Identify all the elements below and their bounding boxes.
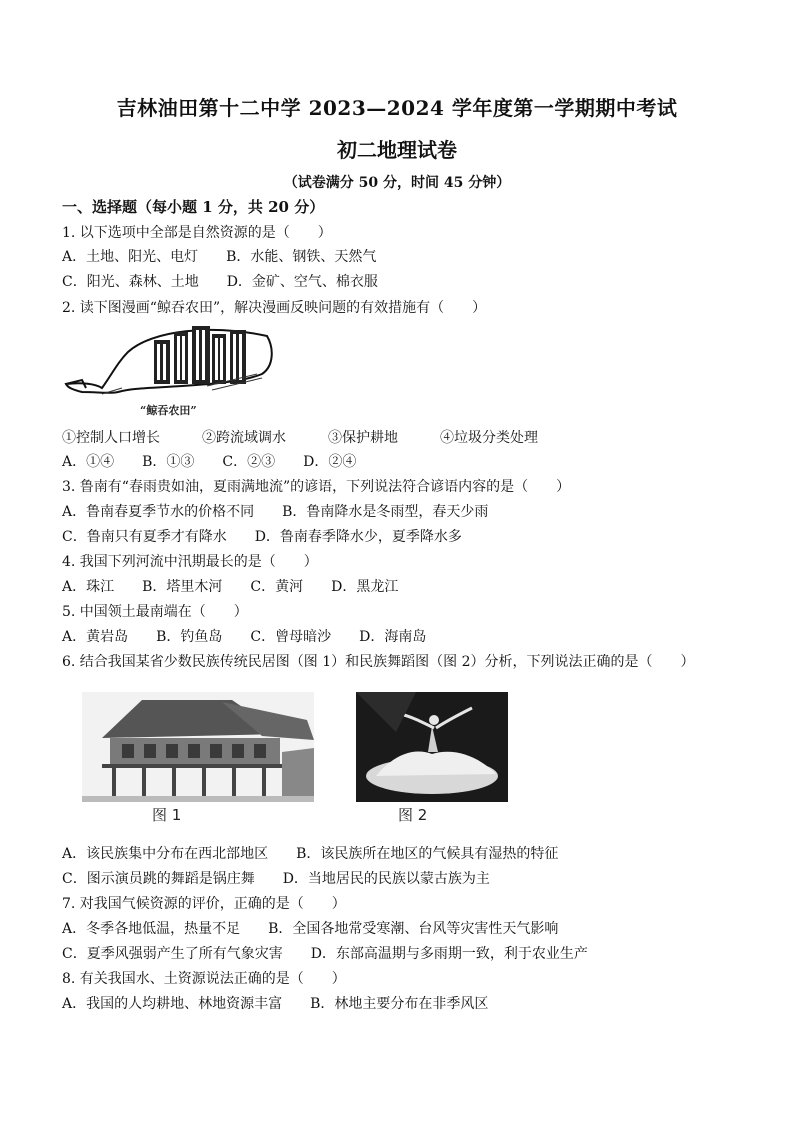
question-6-options-cd: C．图示演员跳的舞蹈是锅庄舞 D．当地居民的民族以蒙古族为主 [62, 871, 490, 887]
question-8: 8. 有关我国水、土资源说法正确的是（ ） [62, 971, 346, 987]
question-7: 7. 对我国气候资源的评价，正确的是（ ） [62, 896, 346, 912]
question-2-options: A．①④ B．①③ C．②③ D．②④ [62, 454, 357, 470]
cartoon-caption: “鲸吞农田” [140, 404, 197, 417]
question-4: 4. 我国下列河流中汛期最长的是（ ） [62, 554, 318, 570]
dancer-image [356, 692, 508, 802]
question-6-options-ab: A．该民族集中分布在西北部地区 B．该民族所在地区的气候具有湿热的特征 [62, 846, 559, 862]
question-1: 1. 以下选项中全部是自然资源的是（ ） [62, 225, 332, 241]
question-3-options-ab: A．鲁南春夏季节水的价格不同 B．鲁南降水是冬雨型，春天少雨 [62, 504, 489, 520]
exam-title: 吉林油田第十二中学 2023—2024 学年度第一学期期中考试 [116, 96, 678, 120]
question-5: 5. 中国领土最南端在（ ） [62, 604, 248, 620]
question-7-options-ab: A．冬季各地低温，热量不足 B．全国各地常受寒潮、台风等灾害性天气影响 [62, 921, 559, 937]
question-6: 6. 结合我国某省少数民族传统民居图（图 1）和民族舞蹈图（图 2）分析，下列说法正确的是（ ） [62, 654, 695, 670]
figure-1-caption: 图 1 [152, 806, 182, 824]
question-3-options-cd: C．鲁南只有夏季才有降水 D．鲁南春季降水少，夏季降水多 [62, 529, 462, 545]
stilt-house-image [82, 692, 314, 802]
question-5-options: A．黄岩岛 B．钓鱼岛 C．曾母暗沙 D．海南岛 [62, 629, 427, 645]
question-4-options: A．珠江 B．塔里木河 C．黄河 D．黑龙江 [62, 579, 399, 595]
exam-subtitle: 初二地理试卷 [337, 138, 457, 162]
section-heading: 一、选择题（每小题 1 分，共 20 分） [62, 198, 325, 216]
question-7-options-cd: C．夏季风强弱产生了所有气象灾害 D．东部高温期与多雨期一致，利于农业生产 [62, 946, 588, 962]
question-8-options-ab: A．我国的人均耕地、林地资源丰富 B．林地主要分布在非季风区 [62, 996, 489, 1012]
question-2-statements: ①控制人口增长 ②跨流域调水 ③保护耕地 ④垃圾分类处理 [62, 430, 538, 446]
question-2: 2. 读下图漫画“鲸吞农田”，解决漫画反映问题的有效措施有（ ） [62, 300, 487, 316]
whale-cartoon-figure [62, 322, 282, 420]
dancer-figure [356, 692, 508, 830]
question-1-options-cd: C．阳光、森林、土地 D．金矿、空气、棉衣服 [62, 274, 378, 290]
stilt-house-figure [82, 692, 314, 830]
figure-2-caption: 图 2 [398, 806, 428, 824]
question-3: 3. 鲁南有“春雨贵如油，夏雨满地流”的谚语，下列说法符合谚语内容的是（ ） [62, 479, 571, 495]
exam-note: （试卷满分 50 分，时间 45 分钟） [283, 175, 511, 191]
question-1-options-ab: A．土地、阳光、电灯 B．水能、钢铁、天然气 [62, 249, 377, 265]
